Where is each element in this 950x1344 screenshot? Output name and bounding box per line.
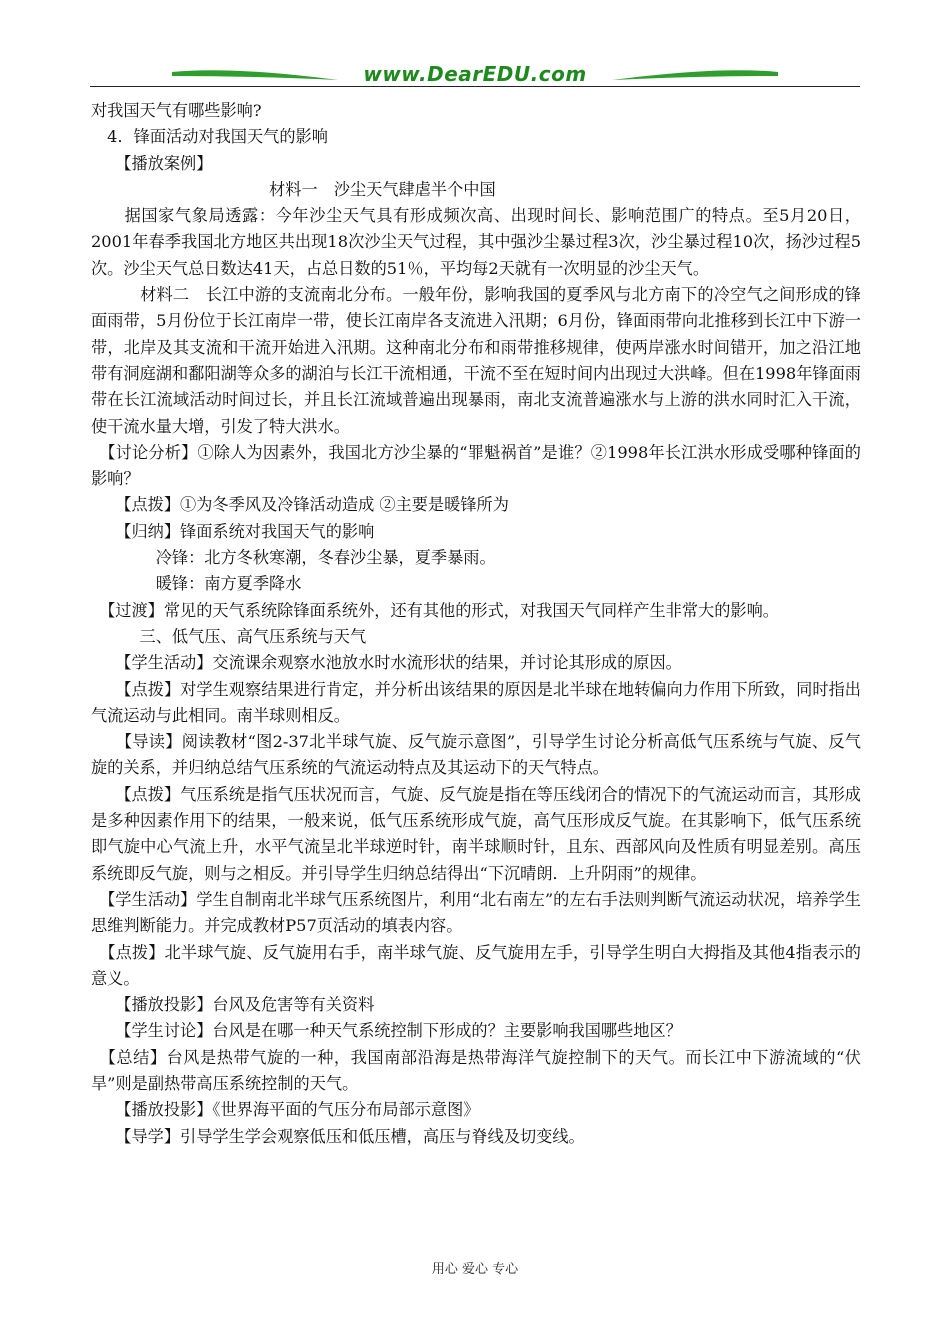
section-heading-4: 4．锋面活动对我国天气的影响 (91, 127, 328, 147)
guided-study-line: 【导学】引导学生学会观察低压和低压槽，高压与脊线及切变线。 (91, 1126, 585, 1146)
header-divider (90, 86, 860, 87)
hint-paragraph-4: 【点拨】北半球气旋、反气旋用右手，南半球气旋、反气旋用左手，引导学生明白大拇指及其他4指表示的意义。 (91, 942, 861, 988)
page-header (90, 58, 860, 92)
transition-paragraph: 【过渡】常见的天气系统除锋面系统外，还有其他的形式，对我国天气同样产生非常大的影响。 (91, 600, 779, 620)
hint-paragraph-2: 【点拨】对学生观察结果进行肯定，并分析出该结果的原因是北半球在地转偏向力作用下所致，同时指出气流运动与此相同。南半球则相反。 (91, 679, 861, 725)
projection-pressure-map: 【播放投影】《世界海平面的气压分布局部示意图》 (91, 1100, 480, 1120)
material-one-paragraph: 据国家气象局透露：今年沙尘天气具有形成频次高、出现时间长、影响范围广的特点。至5月20日，2001年春季我国北方地区共出现18次沙尘天气过程，其中强沙尘暴过程3次，沙尘暴过程10次，扬沙过程5次。沙尘天气总日数达41天，占总日数的51％，平均每2天就有一次明显的沙尘天气。 (91, 206, 861, 278)
document-body (91, 98, 861, 1150)
material-one-title: 材料一 沙尘天气肆虐半个中国 (91, 179, 496, 199)
student-discussion: 【学生讨论】台风是在哪一种天气系统控制下形成的？主要影响我国哪些地区？ (91, 1021, 682, 1041)
site-logo (170, 62, 780, 88)
material-two-paragraph: 材料二 长江中游的支流南北分布。一般年份，影响我国的夏季风与北方南下的冷空气之间形成的锋面雨带，5月份位于长江南岸一带，使长江南岸各支流进入汛期；6月份，锋面雨带向北推移到长江中下游一带，北岸及其支流和干流开始进入汛期。这种南北分布和雨带推移规律，使两岸涨水时间错开，加之沿江地带有洞庭湖和鄱阳湖等众多的湖泊与长江干流相通，干流不至在短时间内出现过大洪峰。但在1998年锋面雨带在长江流域活动时间过长，并且长江流域普遍出现暴雨，南北支流普遍涨水与上游的洪水同时汇入干流，使干流水量大增，引发了特大洪水。 (91, 285, 861, 436)
section-heading-3: 三、低气压、高气压系统与天气 (91, 626, 367, 646)
label-play-case: 【播放案例】 (91, 153, 213, 173)
site-url: www.DearEDU.com (363, 62, 587, 86)
warm-front-line: 暖锋：南方夏季降水 (91, 574, 302, 594)
summary-heading: 【归纳】锋面系统对我国天气的影响 (91, 521, 375, 541)
student-activity-2: 【学生活动】学生自制南北半球气压系统图片，利用“北右南左”的左右手法则判断气流运动状况，培养学生思维判断能力。并完成教材P57页活动的填表内容。 (91, 889, 861, 936)
page-footer: 用心 爱心 专心 (431, 1262, 519, 1277)
cold-front-line: 冷锋：北方冬秋寒潮，冬春沙尘暴，夏季暴雨。 (91, 548, 496, 568)
text-line-1: 对我国天气有哪些影响? (91, 101, 262, 120)
conclusion-paragraph: 【总结】台风是热带气旋的一种，我国南部沿海是热带海洋气旋控制下的天气。而长江中下游流域的“伏旱”则是副热带高压系统控制的天气。 (91, 1047, 861, 1093)
hint-paragraph-3: 【点拨】气压系统是指气压状况而言，气旋、反气旋是指在等压线闭合的情况下的气流运动而言，其形成是多种因素作用下的结果，一般来说，低气压系统形成气旋，高气压形成反气旋。在其影响下，低气压系统即气旋中心气流上升，水平气流呈北半球逆时针，南半球顺时针，且东、西部风向及性质有明显差别。高压系统即反气旋，则与之相反。并引导学生归纳总结得出“下沉晴朗．上升阴雨”的规律。 (91, 784, 861, 883)
projection-typhoon: 【播放投影】台风及危害等有关资料 (91, 995, 375, 1015)
guided-reading-paragraph: 【导读】阅读教材“图2-37北半球气旋、反气旋示意图”，引导学生讨论分析高低气压系统与气旋、反气旋的关系，并归纳总结气压系统的气流运动特点及其运动下的天气特点。 (91, 732, 861, 778)
discussion-paragraph: 【讨论分析】①除人为因素外，我国北方沙尘暴的“罪魁祸首”是谁？②1998年长江洪水形成受哪种锋面的影响？ (91, 442, 861, 489)
hint-paragraph: 【点拨】①为冬季风及冷锋活动造成 ②主要是暖锋所为 (91, 495, 509, 515)
student-activity-1: 【学生活动】交流课余观察水池放水时水流形状的结果，并讨论其形成的原因。 (91, 653, 682, 673)
